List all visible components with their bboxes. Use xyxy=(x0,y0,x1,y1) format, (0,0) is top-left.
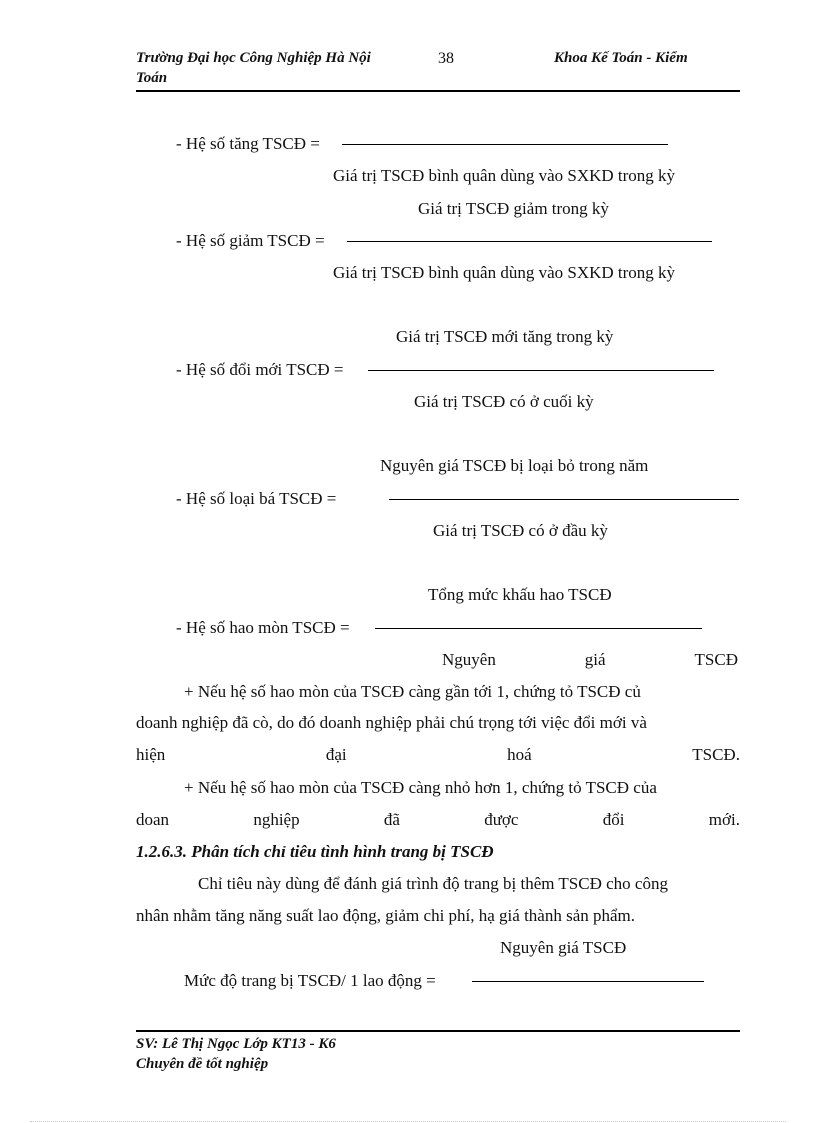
header-school: Trường Đại học Công Nghiệp Hà Nội xyxy=(136,50,371,66)
formula-doimoi-label: - Hệ số đổi mới TSCĐ = xyxy=(176,360,344,379)
section-paragraph-line-2: nhân nhằm tăng năng suất lao động, giảm chi phí, hạ giá thành sản phẩm. xyxy=(136,906,636,925)
haomon-denominator-word: TSCĐ xyxy=(694,650,738,669)
p1-word: đại xyxy=(325,745,347,764)
formula-loaibo-denominator: Giá trị TSCĐ có ở đầu kỳ xyxy=(433,521,608,540)
p2-word: đổi xyxy=(602,810,625,829)
section-heading: 1.2.6.3. Phân tích chỉ tiêu tình hình trang bị TSCĐ xyxy=(136,842,494,861)
haomon-denominator-word: Nguyên xyxy=(442,650,496,669)
formula-tang-denominator: Giá trị TSCĐ bình quân dùng vào SXKD trong kỳ xyxy=(333,166,676,185)
formula-haomon-fraction-bar xyxy=(375,628,702,629)
p2-word: đã xyxy=(383,810,400,829)
formula-loaibo-label: - Hệ số loại bá TSCĐ = xyxy=(176,489,337,508)
header-rule xyxy=(136,90,740,92)
formula-loaibo-numerator: Nguyên giá TSCĐ bị loại bỏ trong năm xyxy=(380,456,649,475)
paragraph-1-line-1: + Nếu hệ số hao mòn của TSCĐ càng gần tới 1, chứng tỏ TSCĐ củ xyxy=(184,682,641,701)
page-bottom-dotted-edge xyxy=(30,1121,786,1122)
paragraph-1-line-3 xyxy=(136,745,740,765)
footer-student: SV: Lê Thị Ngọc Lớp KT13 - K6 xyxy=(136,1036,336,1052)
p1-word: hiện xyxy=(136,745,166,764)
trangbi-label: Mức độ trang bị TSCĐ/ 1 lao động = xyxy=(184,971,436,990)
formula-loaibo-fraction-bar xyxy=(389,499,739,500)
formula-giam-label: - Hệ số giảm TSCĐ = xyxy=(176,231,325,250)
section-paragraph-line-1: Chỉ tiêu này dùng để đánh giá trình độ trang bị thêm TSCĐ cho công xyxy=(198,874,668,893)
footer-rule xyxy=(136,1030,740,1032)
p1-word: hoá xyxy=(507,745,532,764)
p2-word: được xyxy=(484,810,519,829)
formula-tang-fraction-bar xyxy=(342,144,668,145)
page-number: 38 xyxy=(438,50,454,67)
formula-haomon-numerator: Tổng mức khấu hao TSCĐ xyxy=(428,585,612,604)
p2-word: mới. xyxy=(708,810,740,829)
formula-doimoi-numerator: Giá trị TSCĐ mới tăng trong kỳ xyxy=(396,327,614,346)
trangbi-fraction-bar xyxy=(472,981,704,982)
header-school-continued: Toán xyxy=(136,70,168,86)
p2-word: nghiệp xyxy=(253,810,300,829)
header-department: Khoa Kế Toán - Kiểm xyxy=(554,50,688,66)
formula-haomon-label: - Hệ số hao mòn TSCĐ = xyxy=(176,618,350,637)
formula-haomon-denominator xyxy=(442,650,738,670)
formula-giam-fraction-bar xyxy=(347,241,712,242)
p1-word: TSCĐ. xyxy=(692,745,740,764)
formula-doimoi-denominator: Giá trị TSCĐ có ở cuối kỳ xyxy=(414,392,594,411)
paragraph-2-line-2 xyxy=(136,810,740,830)
paragraph-2-line-1: + Nếu hệ số hao mòn của TSCĐ càng nhỏ hơn 1, chứng tỏ TSCĐ của xyxy=(184,778,657,797)
haomon-denominator-word: giá xyxy=(584,650,606,669)
trangbi-numerator: Nguyên giá TSCĐ xyxy=(500,938,627,957)
formula-giam-denominator: Giá trị TSCĐ bình quân dùng vào SXKD trong kỳ xyxy=(333,263,676,282)
footer-topic: Chuyên đề tốt nghiệp xyxy=(136,1056,269,1072)
formula-tang-label: - Hệ số tăng TSCĐ = xyxy=(176,134,320,153)
paragraph-1-line-2: doanh nghiệp đã cò, do đó doanh nghiệp phải chú trọng tới việc đổi mới và xyxy=(136,713,647,732)
formula-doimoi-fraction-bar xyxy=(368,370,714,371)
p2-word: doan xyxy=(136,810,170,829)
formula-giam-numerator: Giá trị TSCĐ giảm trong kỳ xyxy=(418,199,609,218)
